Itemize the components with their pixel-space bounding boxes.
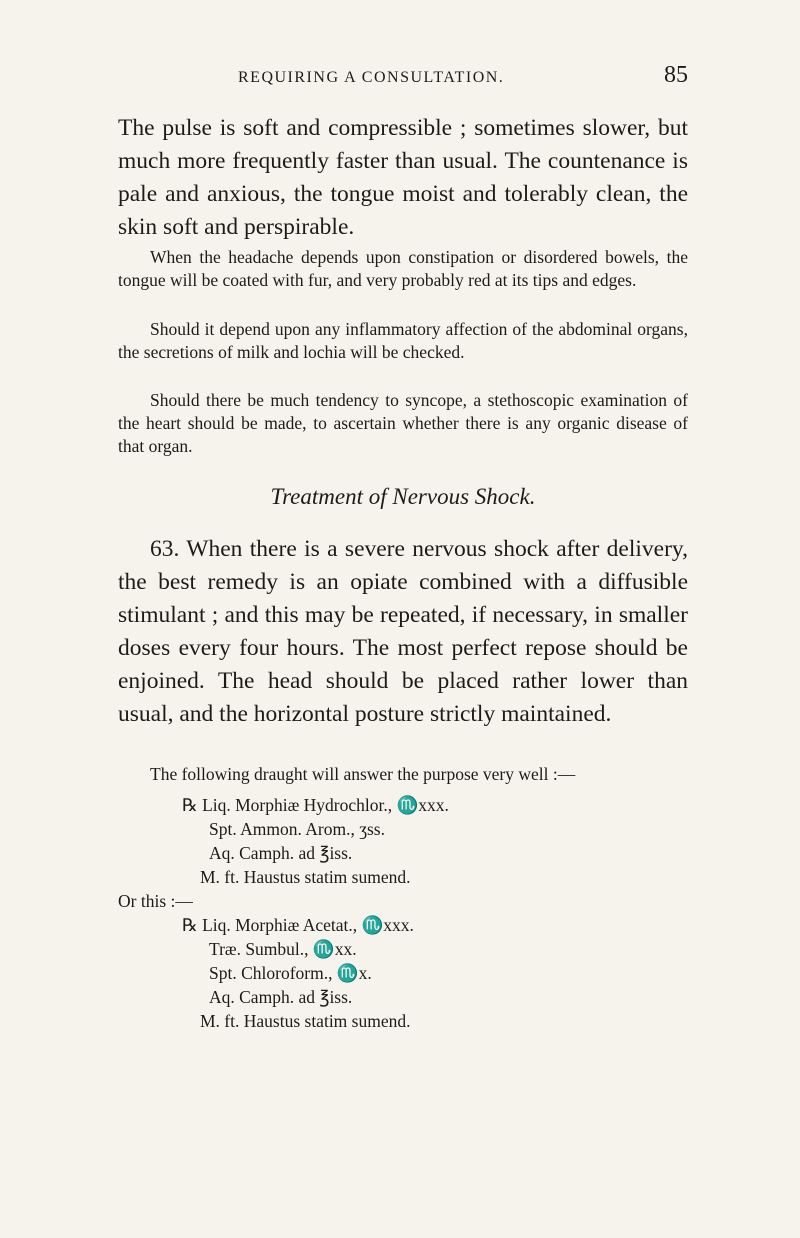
page-number: 85: [664, 62, 688, 88]
prescription-1-line: Aq. Camph. ad ℥iss.: [209, 843, 353, 863]
draught-intro: The following draught will answer the purpose very well :—: [150, 764, 576, 784]
prescription-2-line: ℞ Liq. Morphiæ Acetat., ♏xxx.: [182, 915, 414, 935]
running-head: REQUIRING A CONSULTATION.: [238, 69, 505, 86]
prescription-1-line: Spt. Ammon. Arom., ʒss.: [209, 819, 385, 839]
prescription-2-line: M. ft. Haustus statim sumend.: [200, 1011, 411, 1031]
paragraph-syncope: Should there be much tendency to syncope, a stethoscopic examination of the heart should be made, to ascertain whether there is any organic disease of that organ.: [118, 390, 688, 456]
or-this-label: Or this :—: [118, 891, 193, 911]
prescription-1-line: M. ft. Haustus statim sumend.: [200, 867, 411, 887]
paragraph-treatment: 63. When there is a severe nervous shock after delivery, the best remedy is an opiate combined with a diffusible stimulant ; and this may be repeated, if necessary, in smaller doses every four hours. The most perfect repose should be enjoined. The head should be placed rather lower than usual, and the horizontal posture strictly maintained.: [118, 536, 688, 727]
prescription-2-line: Træ. Sumbul., ♏xx.: [209, 939, 357, 959]
prescription-2-line: Aq. Camph. ad ℥iss.: [209, 987, 353, 1007]
section-title: Treatment of Nervous Shock.: [270, 484, 536, 509]
prescription-1-line: ℞ Liq. Morphiæ Hydrochlor., ♏xxx.: [182, 795, 449, 815]
page-header: [118, 62, 688, 89]
paragraph-pulse: The pulse is soft and compressible ; sometimes slower, but much more frequently faster than usual. The countenance is pale and anxious, the tongue moist and tolerably clean, the skin soft and perspirable.: [118, 115, 688, 240]
paragraph-headache: When the headache depends upon constipation or disordered bowels, the tongue will be coated with fur, and very probably red at its tips and edges.: [118, 247, 688, 290]
paragraph-inflammatory: Should it depend upon any inflammatory affection of the abdominal organs, the secretions of milk and lochia will be checked.: [118, 319, 688, 362]
prescription-2-line: Spt. Chloroform., ♏x.: [209, 963, 372, 983]
